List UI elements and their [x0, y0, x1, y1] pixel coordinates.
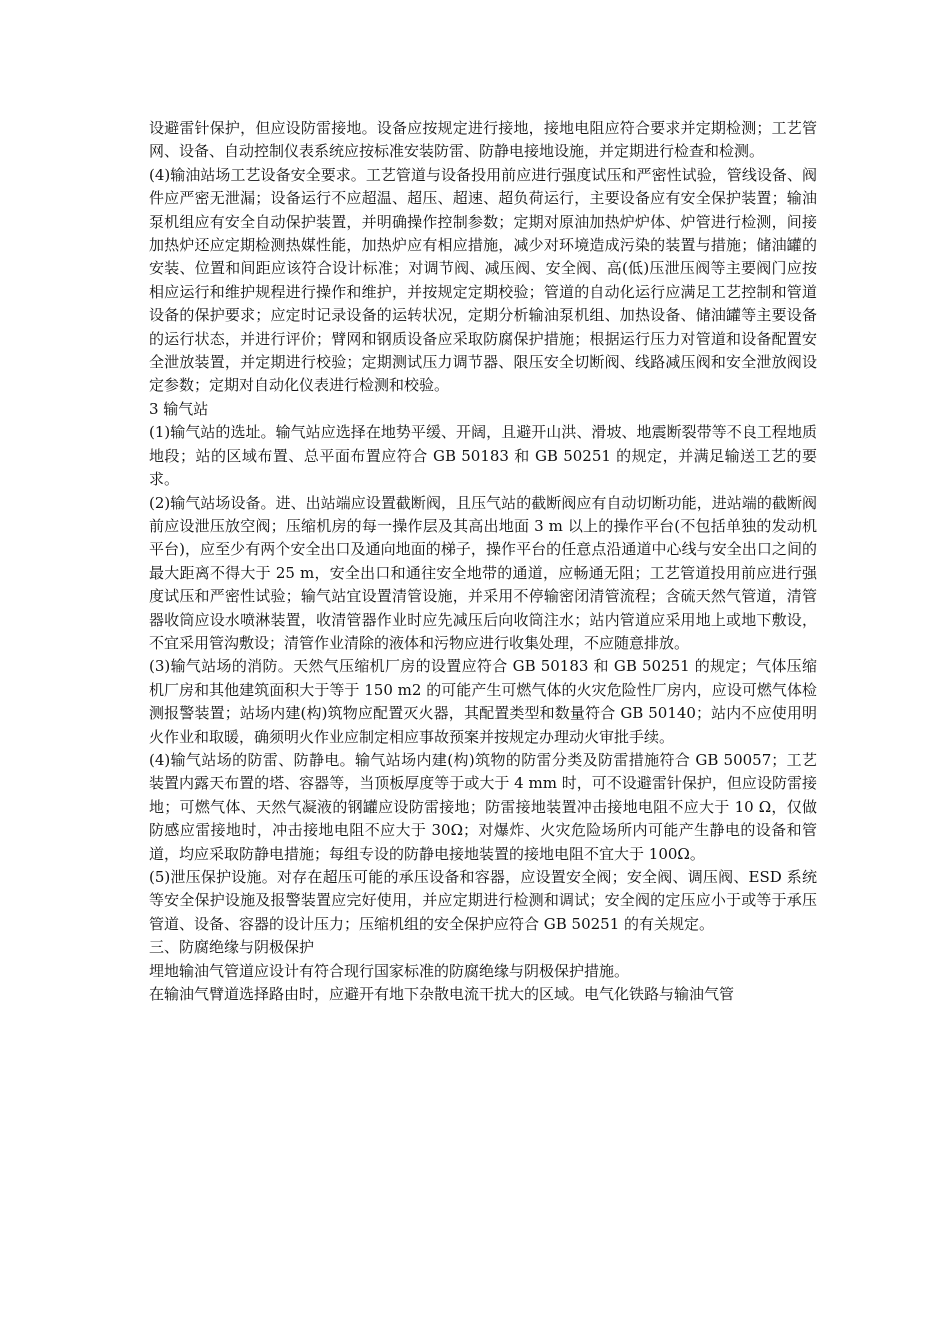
paragraph-gas-station-equipment: (2)输气站场设备。进、出站端应设置截断阀，且压气站的截断阀应有自动切断功能，进站端的截断阀前应设泄压放空阀；压缩机房的每一操作层及其高出地面 3 m 以上的操作平台(不包括单独的发动机平台)，应至少有两个安全出口及通向地面的梯子，操作平台的任意点沿通道中心线与安全出口之间的最大距离不得大于 25 m，安全出口和通往安全地带的通道，应畅通无阻；工艺管道投用前应进行强度试压和严密性试验；输气站宜设置清管设施，并采用不停输密闭清管流程；含硫天然气管道，清管器收筒应设水喷淋装置，收清管器作业时应先减压后向收筒注水；站内管道应采用地上或地下敷设，不宜采用管沟敷设；清管作业清除的液体和污物应进行收集处理，不应随意排放。 [149, 493, 817, 652]
paragraph-pressure-relief: (5)泄压保护设施。对存在超压可能的承压设备和容器，应设置安全阀；安全阀、调压阀、ESD 系统等安全保护设施及报警装置应完好使用，并应定期进行检测和调试；安全阀的定压应小于或等于承压管道、设备、容器的设计压力；压缩机组的安全保护应符合 GB 50251 的有关规定。 [149, 868, 817, 933]
paragraph-grounding-continuation: 设避雷针保护，但应设防雷接地。设备应按规定进行接地，接地电阻应符合要求并定期检测；工艺管网、设备、自动控制仪表系统应按标准安装防雷、防静电接地设施，并定期进行检查和检测。 [149, 119, 817, 161]
paragraph-gas-station-fire-protection: (3)输气站场的消防。天然气压缩机厂房的设置应符合 GB 50183 和 GB 50251 的规定；气体压缩机厂房和其他建筑面积大于等于 150 m2 的可能产生可燃气体的火灾危险性厂房内，应设可燃气体检测报警装置；站场内建(构)筑物应配置灭火器，其配置类型和数量符合 GB 50140；站内不应使用明火作业和取暖，确须明火作业应制定相应事故预案并按规定办理动火审批手续。 [149, 657, 817, 746]
paragraph-route-selection: 在输油气臂道选择路由时，应避开有地下杂散电流干扰大的区域。电气化铁路与输油气管 [149, 985, 735, 1004]
section-heading-anticorrosion: 三、防腐绝缘与阴极保护 [149, 938, 315, 957]
paragraph-buried-pipeline: 埋地输油气管道应设计有符合现行国家标准的防腐绝缘与阴极保护措施。 [149, 961, 630, 980]
paragraph-oil-station-equipment: (4)输油站场工艺设备安全要求。工艺管道与设备投用前应进行强度试压和严密性试验，管线设备、阀件应严密无泄漏；设备运行不应超温、超压、超速、超负荷运行，主要设备应有安全保护装置；输油泵机组应有安全自动保护装置，并明确操作控制参数；定期对原油加热炉炉体、炉管进行检测，间接加热炉还应定期检测热媒性能，加热炉应有相应措施，减少对环境造成污染的装置与措施；储油罐的安装、位置和间距应该符合设计标准；对调节阀、减压阀、安全阀、高(低)压泄压阀等主要阀门应按相应运行和维护规程进行操作和维护，并按规定定期校验；管道的自动化运行应满足工艺控制和管道设备的保护要求；应定时记录设备的运转状况，定期分析输油泵机组、加热设备、储油罐等主要设备的运行状态，并进行评价；臂网和钢质设备应采取防腐保护措施；根据运行压力对管道和设备配置安全泄放装置，并定期进行校验；定期测试压力调节器、限压安全切断阀、线路减压阀和安全泄放阀设定参数；定期对自动化仪表进行检测和校验。 [149, 165, 817, 395]
paragraph-gas-station-lightning-static: (4)输气站场的防雷、防静电。输气站场内建(构)筑物的防雷分类及防雷措施符合 GB 50057；工艺装置内露天布置的塔、容器等，当顶板厚度等于或大于 4 mm 时，可不设避雷针保护，但应设防雷接地；可燃气体、天然气凝液的钢罐应设防雷接地；防雷接地装置冲击接地电阻不应大于 10 Ω，仅做防感应雷接地时，冲击接地电阻不应大于 30Ω；对爆炸、火灾危险场所内可能产生静电的设备和管道，均应采取防静电措施；每组专设的防静电接地装置的接地电阻不宜大于 100Ω。 [149, 750, 817, 863]
document-body [149, 117, 817, 1006]
paragraph-gas-station-siting: (1)输气站的选址。输气站应选择在地势平缓、开阔，且避开山洪、滑坡、地震断裂带等不良工程地质地段；站的区域布置、总平面布置应符合 GB 50183 和 GB 50251 的规定，并满足输送工艺的要求。 [149, 423, 817, 489]
section-heading-gas-station: 3 输气站 [149, 399, 209, 418]
